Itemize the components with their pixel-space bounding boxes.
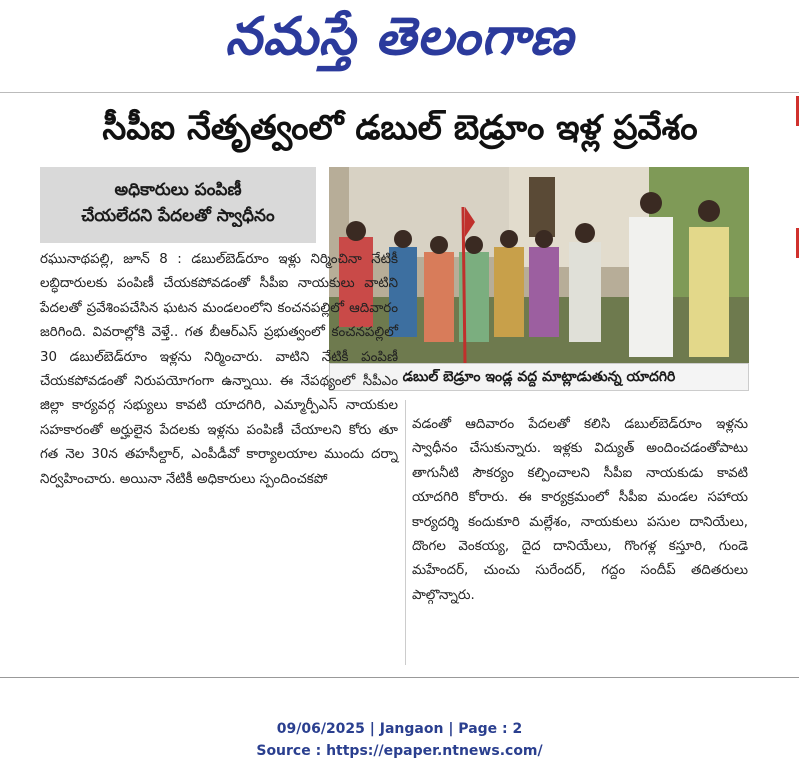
edition-info: 09/06/2025 | Jangaon | Page : 2 [276,721,523,737]
source-link[interactable]: Source : https://epaper.ntnews.com/ [256,743,543,759]
newspaper-logo: నమస్తే తెలంగాణ [225,6,574,67]
article-body-column-1 [40,248,398,492]
article-body-text-continued: వడంతో ఆదివారం పేదలతో కలిసి డబుల్‌బెడ్‌రూం ఇళ్లను స్వాధీనం చేసుకున్నారు. ఇళ్లకు విద్యుత్ అందించడంతోపాటు తాగునీటి సౌకర్యం కల్పించాలని సీపీఐ నాయకుడు కావటి యాదగిరి కోరారు. ఈ కార్యక్రమంలో సీపీఐ మండల సహాయ కార్యదర్శి కందుకూరి మల్లేశం, నాయకులు పసుల దానియేలు, దొంగల వెంకయ్య, దైద దానియేలు, గొంగళ్ల కస్తూరి, గుండె మహేందర్, చుంచు సురేందర్, గద్దం సందీప్ తదితరులు పాల్గొన్నారు. [412,417,748,603]
photo-caption: డబుల్ బెడ్రూం ఇండ్ల వద్ద మాట్లాడుతున్న యాదగిరి [329,363,749,391]
article-body-column-2 [412,413,748,608]
footer-divider [0,677,799,678]
article-body-text: రఘునాథపల్లి, జూన్ 8 : డబుల్‌బెడ్‌రూం ఇళ్లు నిర్మించినా నేటికీ లబ్ధిదారులకు పంపిణీ చేయకపోవడంతో సీపీఐ నాయకులు వాటిని పేదలతో ప్రవేశింపచేసిన ఘటన మండలంలోని కంచనపల్లిలో ఆదివారం జరిగింది. వివరాల్లోకి వెళ్తే.. గత బీఆర్‌ఎస్ ప్రభుత్వంలో కంచనపల్లిలో 30 డబుల్‌బెడ్‌రూం ఇళ్లను నిర్మించారు. వాటిని నేటికీ పంపిణీ చేయకపోవడంతో నిరుపయోగంగా ఉన్నాయి. ఈ నేపథ్యంలో సీపీఎం జిల్లా కార్యవర్గ సభ్యులు కావటి యాదగిరి, ఎమ్మార్పీఎస్ నాయకుల సహకారంతో అర్హులైన పేదలకు ఇళ్లను పంపిణీ చేయాలని కోరు తూ గత నెల 30న తహసీల్దార్, ఎంపీడీవో కార్యాలయాల ముందు దర్నా నిర్వహించారు. అయినా నేటికీ అధికారులు స్పందించకపో [40,252,398,487]
column-divider [405,400,406,665]
subhead-line-2: చేయలేదని పేదలతో స్వాధీనం [81,206,275,226]
article-headline: సీపీఐ నేతృత్వంలో డబుల్ బెడ్రూం ఇళ్ల ప్రవేశం [102,108,698,148]
subhead-line-1: అధికారులు పంపిణీ [114,180,242,200]
masthead [0,0,799,92]
page-footer [0,718,799,762]
masthead-divider [0,92,799,93]
article-subheadline [40,167,316,243]
